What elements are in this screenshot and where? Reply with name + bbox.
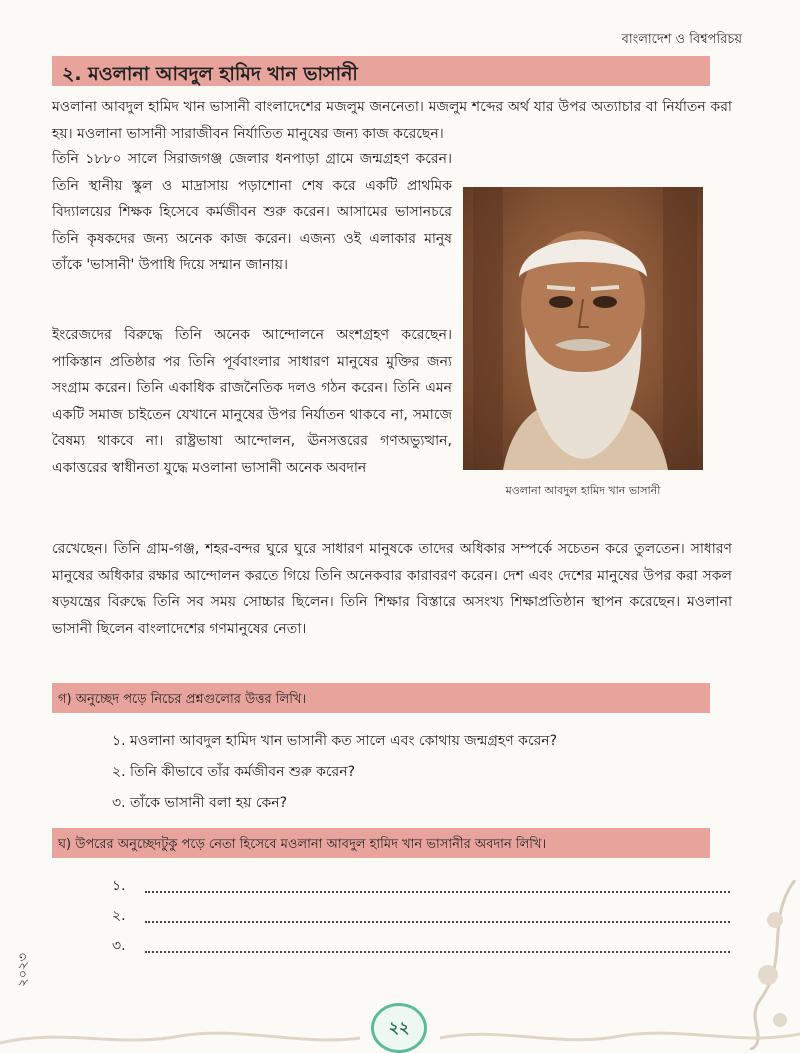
exercise-g-heading: গ) অনুচ্ছেদ পড়ে নিচের প্রশ্নগুলোর উত্তর লিখি। bbox=[58, 692, 307, 707]
paragraph-birth: তিনি ১৮৮০ সালে সিরাজগঞ্জ জেলার ধনপাড়া গ্রামে জন্মগ্রহণ করেন। তিনি স্থানীয় স্কুল ও মাদ্রাসায় পড়াশোনা শেষ করে একটি প্রাথমিক বিদ্যালয়ের শিক্ষক হিসেবে কর্মজীবন শুরু করেন। আসামের ভাসানচরে তিনি কৃষকদের জন্য অনেক কাজ করেন। এজন্য ওই এলাকার মানুষ তাঁকে 'ভাসানী' উপাধি দিয়ে সম্মান জানায়। bbox=[52, 151, 452, 273]
question-2: ২. তিনি কীভাবে তাঁর কর্মজীবন শুরু করেন? bbox=[112, 764, 356, 780]
page-number-badge: ২২ bbox=[371, 1003, 427, 1053]
running-title: বাংলাদেশ ও বিশ্বপরিচয় bbox=[621, 32, 742, 47]
portrait-illustration bbox=[463, 187, 703, 470]
question-1: ১. মওলানা আবদুল হামিদ খান ভাসানী কত সালে এবং কোথায় জন্মগ্রহণ করেন? bbox=[112, 733, 558, 749]
exercise-gh-heading: ঘ) উপরের অনুচ্ছেদটুকু পড়ে নেতা হিসেবে মওলানা আবদুল হামিদ খান ভাসানীর অবদান লিখি। bbox=[58, 837, 547, 852]
answer-line-2[interactable] bbox=[145, 921, 730, 923]
paragraph-legacy: রেখেছেন। তিনি গ্রাম-গঞ্জ, শহর-বন্দর ঘুরে ঘুরে সাধারণ মানুষকে তাদের অধিকার সম্পর্কে সচেতন করে তুলতেন। সাধারণ মানুষের অধিকার রক্ষার আন্দোলন করতে গিয়ে তিনি অনেকবার কারাবরণ করেন। দেশ এবং দেশের মানুষের উপর করা সকল ষড়যন্ত্রের বিরুদ্ধে তিনি সব সময় সোচ্চার ছিলেন। তিনি শিক্ষার বিস্তারে অসংখ্য শিক্ষাপ্রতিষ্ঠান স্থাপন করেছেন। মওলানা ভাসানী ছিলেন বাংলাদেশের গণমানুষের নেতা। bbox=[52, 541, 732, 637]
answer-number-1: ১. bbox=[112, 878, 126, 894]
paragraph-movements: ইংরেজদের বিরুদ্ধে তিনি অনেক আন্দোলনে অংশগ্রহণ করেছেন। পাকিস্তান প্রতিষ্ঠার পর তিনি পূর্ববাংলার সাধারণ মানুষের মুক্তির জন্য সংগ্রাম করেন। তিনি একাধিক রাজনৈতিক দলও গঠন করেন। তিনি এমন একটি সমাজ চাইতেন যেখানে মানুষের উপর নির্যাতন থাকবে না, সমাজে বৈষম্য থাকবে না। রাষ্ট্রভাষা আন্দোলন, ঊনসত্তরের গণঅভ্যুত্থান, একাত্তরের স্বাধীনতা যুদ্ধে মওলানা ভাসানী অনেক অবদান bbox=[52, 327, 452, 476]
answer-number-3: ৩. bbox=[112, 938, 126, 954]
question-3: ৩. তাঁকে ভাসানী বলা হয় কেন? bbox=[112, 795, 288, 811]
side-year-label: ২০২৩ bbox=[16, 953, 31, 987]
portrait-photo bbox=[463, 187, 703, 470]
section-title: ২. মওলানা আবদুল হামিদ খান ভাসানী bbox=[62, 63, 358, 85]
answer-line-3[interactable] bbox=[145, 951, 730, 953]
photo-caption: মওলানা আবদুল হামিদ খান ভাসানী bbox=[505, 484, 661, 497]
answer-line-1[interactable] bbox=[145, 891, 730, 893]
answer-number-2: ২. bbox=[112, 908, 126, 924]
paragraph-intro: মওলানা আবদুল হামিদ খান ভাসানী বাংলাদেশের মজলুম জননেতা। মজলুম শব্দের অর্থ যার উপর অত্যাচার বা নির্যাতন করা হয়। মওলানা ভাসানী সারাজীবন নির্যাতিত মানুষের জন্য কাজ করেছেন। bbox=[52, 99, 732, 142]
